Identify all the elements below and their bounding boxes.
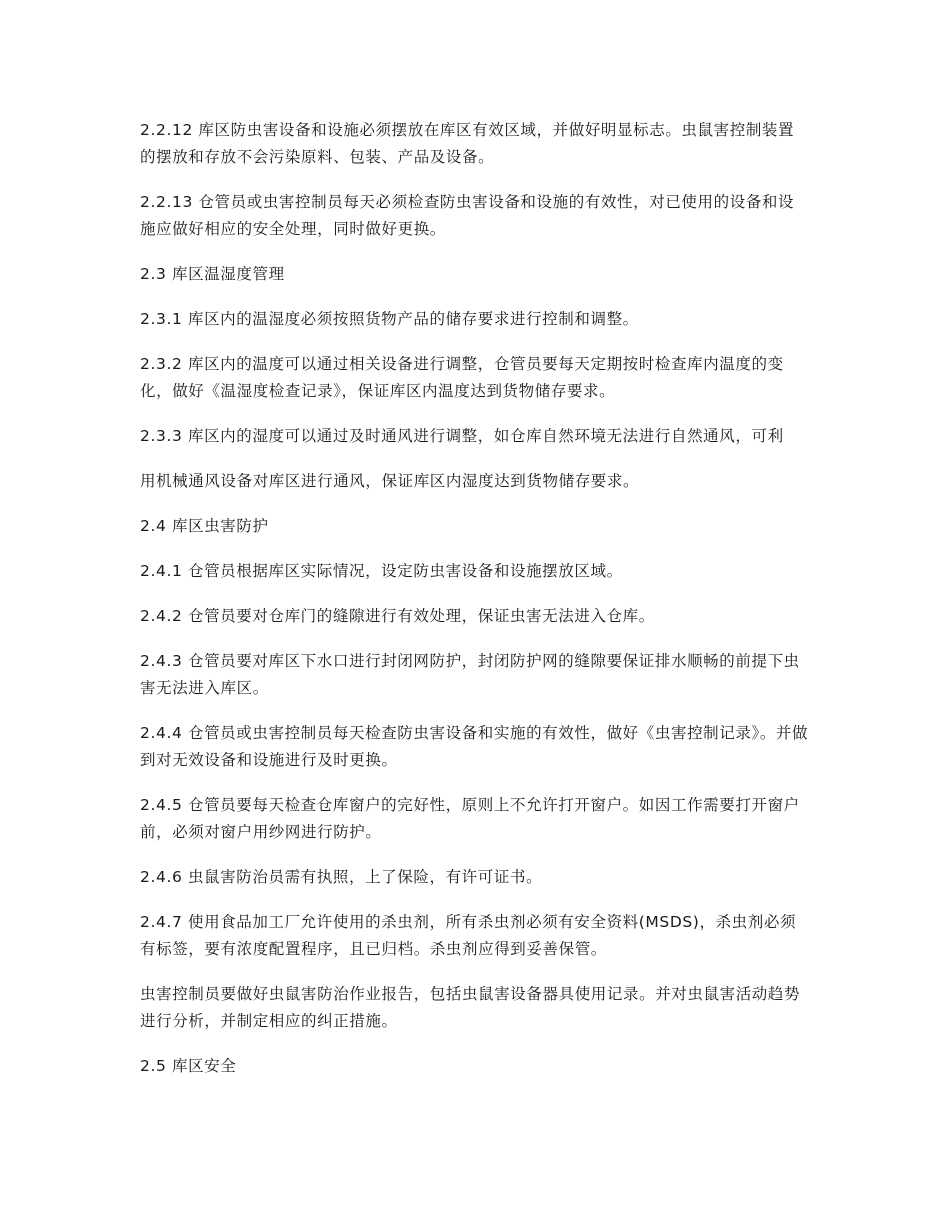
paragraph-2-4-5: 2.4.5 仓管员要每天检查仓库窗户的完好性，原则上不允许打开窗户。如因工作需要打开窗户前，必须对窗户用纱网进行防护。 [140,796,800,841]
paragraph-2-4-4: 2.4.4 仓管员或虫害控制员每天检查防虫害设备和实施的有效性，做好《虫害控制记录》。并做到对无效设备和设施进行及时更换。 [140,724,809,769]
paragraph-2-4-3: 2.4.3 仓管员要对库区下水口进行封闭网防护，封闭防护网的缝隙要保证排水顺畅的前提下虫害无法进入库区。 [140,652,800,697]
paragraph-2-3-3: 2.3.3 库区内的湿度可以通过及时通风进行调整，如仓库自然环境无法进行自然通风，可利 [140,427,784,445]
section-heading-2-4: 2.4 库区虫害防护 [140,517,269,535]
paragraph-2-4-7: 2.4.7 使用食品加工厂允许使用的杀虫剂，所有杀虫剂必须有安全资料(MSDS)，杀虫剂必须有标签，要有浓度配置程序，且已归档。杀虫剂应得到妥善保管。 [140,913,797,958]
paragraph-2-4-2: 2.4.2 仓管员要对仓库门的缝隙进行有效处理，保证虫害无法进入仓库。 [140,607,655,625]
paragraph-2-3-2: 2.3.2 库区内的温度可以通过相关设备进行调整，仓管员要每天定期按时检查库内温度的变化，做好《温湿度检查记录》，保证库区内温度达到货物储存要求。 [140,355,784,400]
section-heading-2-5: 2.5 库区安全 [140,1057,237,1075]
paragraph-2-2-13: 2.2.13 仓管员或虫害控制员每天必须检查防虫害设备和设施的有效性，对已使用的设备和设施应做好相应的安全处理，同时做好更换。 [140,193,795,238]
paragraph-2-4-6: 2.4.6 虫鼠害防治员需有执照，上了保险，有许可证书。 [140,868,543,886]
paragraph-2-4-1: 2.4.1 仓管员根据库区实际情况，设定防虫害设备和设施摆放区域。 [140,562,623,580]
section-heading-2-3: 2.3 库区温湿度管理 [140,265,285,283]
paragraph-2-3-1: 2.3.1 库区内的温湿度必须按照货物产品的储存要求进行控制和调整。 [140,310,639,328]
document-body [140,117,810,1098]
paragraph-2-3-3-continued: 用机械通风设备对库区进行通风，保证库区内湿度达到货物储存要求。 [140,472,640,490]
paragraph-pest-report: 虫害控制员要做好虫鼠害防治作业报告，包括虫鼠害设备器具使用记录。并对虫鼠害活动趋势进行分析，并制定相应的纠正措施。 [140,985,801,1030]
paragraph-2-2-12: 2.2.12 库区防虫害设备和设施必须摆放在库区有效区域，并做好明显标志。虫鼠害控制装置的摆放和存放不会污染原料、包装、产品及设备。 [140,121,795,166]
